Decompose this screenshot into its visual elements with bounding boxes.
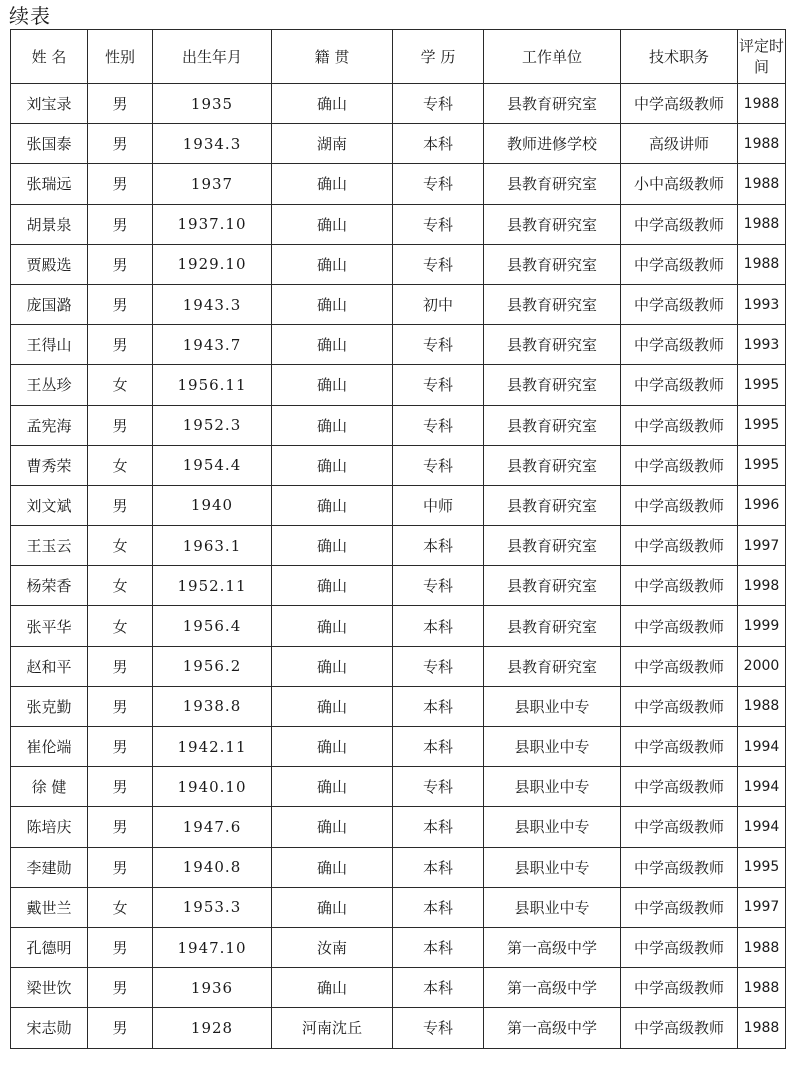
birth-cell: 1942.11 xyxy=(153,727,272,767)
education-cell: 专科 xyxy=(393,445,484,485)
gender-cell: 男 xyxy=(88,767,153,807)
native-place-cell: 确山 xyxy=(272,244,393,284)
work-unit-cell: 县职业中专 xyxy=(484,727,621,767)
year-cell: 1988 xyxy=(738,927,786,967)
table-row xyxy=(11,727,786,767)
table-row xyxy=(11,646,786,686)
records-table xyxy=(10,29,786,1049)
native-place-cell: 确山 xyxy=(272,968,393,1008)
work-unit-cell: 县教育研究室 xyxy=(484,566,621,606)
work-unit-cell: 县职业中专 xyxy=(484,887,621,927)
education-cell: 本科 xyxy=(393,727,484,767)
native-place-cell: 确山 xyxy=(272,566,393,606)
title-cell: 中学高级教师 xyxy=(621,767,738,807)
birth-cell: 1937.10 xyxy=(153,204,272,244)
name-cell: 宋志勋 xyxy=(11,1008,88,1048)
education-cell: 本科 xyxy=(393,887,484,927)
work-unit-cell: 县教育研究室 xyxy=(484,405,621,445)
year-cell: 1997 xyxy=(738,887,786,927)
work-unit-cell: 县教育研究室 xyxy=(484,445,621,485)
table-row xyxy=(11,606,786,646)
education-cell: 本科 xyxy=(393,807,484,847)
work-unit-cell: 县教育研究室 xyxy=(484,164,621,204)
work-unit-cell: 县教育研究室 xyxy=(484,325,621,365)
year-cell: 1993 xyxy=(738,325,786,365)
table-row xyxy=(11,284,786,324)
name-cell: 张克勤 xyxy=(11,686,88,726)
table-row xyxy=(11,405,786,445)
birth-cell: 1963.1 xyxy=(153,526,272,566)
education-cell: 本科 xyxy=(393,927,484,967)
gender-cell: 女 xyxy=(88,606,153,646)
year-cell: 1988 xyxy=(738,84,786,124)
table-body xyxy=(11,84,786,1049)
birth-cell: 1937 xyxy=(153,164,272,204)
table-row xyxy=(11,927,786,967)
birth-cell: 1947.10 xyxy=(153,927,272,967)
education-cell: 专科 xyxy=(393,646,484,686)
header-title: 技术职务 xyxy=(621,30,738,84)
name-cell: 崔伦端 xyxy=(11,727,88,767)
title-cell: 中学高级教师 xyxy=(621,405,738,445)
table-row xyxy=(11,1008,786,1048)
native-place-cell: 确山 xyxy=(272,526,393,566)
title-cell: 中学高级教师 xyxy=(621,485,738,525)
gender-cell: 男 xyxy=(88,927,153,967)
native-place-cell: 确山 xyxy=(272,284,393,324)
year-cell: 2000 xyxy=(738,646,786,686)
table-row xyxy=(11,485,786,525)
work-unit-cell: 第一高级中学 xyxy=(484,1008,621,1048)
year-cell: 1999 xyxy=(738,606,786,646)
education-cell: 本科 xyxy=(393,686,484,726)
birth-cell: 1956.2 xyxy=(153,646,272,686)
title-cell: 中学高级教师 xyxy=(621,566,738,606)
work-unit-cell: 县教育研究室 xyxy=(484,365,621,405)
table-row xyxy=(11,445,786,485)
work-unit-cell: 县职业中专 xyxy=(484,807,621,847)
title-cell: 中学高级教师 xyxy=(621,1008,738,1048)
name-cell: 刘宝录 xyxy=(11,84,88,124)
work-unit-cell: 县教育研究室 xyxy=(484,485,621,525)
table-row xyxy=(11,164,786,204)
gender-cell: 男 xyxy=(88,727,153,767)
year-cell: 1995 xyxy=(738,365,786,405)
gender-cell: 女 xyxy=(88,526,153,566)
education-cell: 中师 xyxy=(393,485,484,525)
education-cell: 本科 xyxy=(393,124,484,164)
header-work-unit: 工作单位 xyxy=(484,30,621,84)
birth-cell: 1953.3 xyxy=(153,887,272,927)
table-row xyxy=(11,887,786,927)
title-cell: 中学高级教师 xyxy=(621,204,738,244)
name-cell: 张平华 xyxy=(11,606,88,646)
year-cell: 1988 xyxy=(738,244,786,284)
education-cell: 专科 xyxy=(393,325,484,365)
birth-cell: 1940 xyxy=(153,485,272,525)
title-cell: 中学高级教师 xyxy=(621,968,738,1008)
work-unit-cell: 县职业中专 xyxy=(484,847,621,887)
title-cell: 中学高级教师 xyxy=(621,84,738,124)
native-place-cell: 确山 xyxy=(272,445,393,485)
year-cell: 1994 xyxy=(738,767,786,807)
gender-cell: 男 xyxy=(88,84,153,124)
name-cell: 王丛珍 xyxy=(11,365,88,405)
gender-cell: 女 xyxy=(88,887,153,927)
title-cell: 中学高级教师 xyxy=(621,284,738,324)
education-cell: 专科 xyxy=(393,164,484,204)
year-cell: 1993 xyxy=(738,284,786,324)
native-place-cell: 确山 xyxy=(272,606,393,646)
title-cell: 中学高级教师 xyxy=(621,927,738,967)
title-cell: 中学高级教师 xyxy=(621,847,738,887)
year-cell: 1988 xyxy=(738,164,786,204)
birth-cell: 1936 xyxy=(153,968,272,1008)
birth-cell: 1943.3 xyxy=(153,284,272,324)
year-cell: 1995 xyxy=(738,405,786,445)
year-cell: 1988 xyxy=(738,204,786,244)
birth-cell: 1928 xyxy=(153,1008,272,1048)
education-cell: 专科 xyxy=(393,244,484,284)
work-unit-cell: 县教育研究室 xyxy=(484,606,621,646)
birth-cell: 1929.10 xyxy=(153,244,272,284)
gender-cell: 男 xyxy=(88,968,153,1008)
birth-cell: 1940.10 xyxy=(153,767,272,807)
table-row xyxy=(11,244,786,284)
year-cell: 1988 xyxy=(738,124,786,164)
title-cell: 中学高级教师 xyxy=(621,807,738,847)
native-place-cell: 确山 xyxy=(272,485,393,525)
education-cell: 专科 xyxy=(393,204,484,244)
birth-cell: 1952.11 xyxy=(153,566,272,606)
name-cell: 李建勋 xyxy=(11,847,88,887)
work-unit-cell: 教师进修学校 xyxy=(484,124,621,164)
birth-cell: 1954.4 xyxy=(153,445,272,485)
year-cell: 1997 xyxy=(738,526,786,566)
year-cell: 1988 xyxy=(738,968,786,1008)
native-place-cell: 确山 xyxy=(272,325,393,365)
table-row xyxy=(11,847,786,887)
name-cell: 杨荣香 xyxy=(11,566,88,606)
native-place-cell: 确山 xyxy=(272,204,393,244)
header-row xyxy=(11,30,786,84)
title-cell: 中学高级教师 xyxy=(621,365,738,405)
gender-cell: 女 xyxy=(88,365,153,405)
table-row xyxy=(11,84,786,124)
year-cell: 1988 xyxy=(738,686,786,726)
name-cell: 孔德明 xyxy=(11,927,88,967)
table-row xyxy=(11,526,786,566)
year-cell: 1988 xyxy=(738,1008,786,1048)
title-cell: 中学高级教师 xyxy=(621,887,738,927)
native-place-cell: 汝南 xyxy=(272,927,393,967)
native-place-cell: 确山 xyxy=(272,164,393,204)
year-cell: 1995 xyxy=(738,445,786,485)
work-unit-cell: 第一高级中学 xyxy=(484,927,621,967)
birth-cell: 1943.7 xyxy=(153,325,272,365)
name-cell: 庞国潞 xyxy=(11,284,88,324)
gender-cell: 女 xyxy=(88,566,153,606)
birth-cell: 1956.4 xyxy=(153,606,272,646)
year-cell: 1998 xyxy=(738,566,786,606)
gender-cell: 男 xyxy=(88,204,153,244)
header-gender: 性别 xyxy=(88,30,153,84)
name-cell: 张国泰 xyxy=(11,124,88,164)
native-place-cell: 确山 xyxy=(272,727,393,767)
table-row xyxy=(11,204,786,244)
gender-cell: 男 xyxy=(88,244,153,284)
name-cell: 刘文斌 xyxy=(11,485,88,525)
title-cell: 中学高级教师 xyxy=(621,325,738,365)
work-unit-cell: 县教育研究室 xyxy=(484,244,621,284)
table-header xyxy=(11,30,786,84)
work-unit-cell: 县教育研究室 xyxy=(484,526,621,566)
native-place-cell: 确山 xyxy=(272,84,393,124)
work-unit-cell: 县教育研究室 xyxy=(484,646,621,686)
header-evaluation-year: 评定时间 xyxy=(738,30,786,84)
education-cell: 本科 xyxy=(393,526,484,566)
gender-cell: 男 xyxy=(88,164,153,204)
title-cell: 中学高级教师 xyxy=(621,727,738,767)
header-birth: 出生年月 xyxy=(153,30,272,84)
name-cell: 张瑞远 xyxy=(11,164,88,204)
education-cell: 本科 xyxy=(393,606,484,646)
native-place-cell: 确山 xyxy=(272,365,393,405)
table-row xyxy=(11,686,786,726)
gender-cell: 男 xyxy=(88,1008,153,1048)
birth-cell: 1938.8 xyxy=(153,686,272,726)
gender-cell: 男 xyxy=(88,284,153,324)
gender-cell: 男 xyxy=(88,646,153,686)
name-cell: 孟宪海 xyxy=(11,405,88,445)
education-cell: 专科 xyxy=(393,767,484,807)
birth-cell: 1952.3 xyxy=(153,405,272,445)
table-caption: 续表 xyxy=(9,4,51,28)
name-cell: 胡景泉 xyxy=(11,204,88,244)
education-cell: 专科 xyxy=(393,1008,484,1048)
work-unit-cell: 第一高级中学 xyxy=(484,968,621,1008)
education-cell: 本科 xyxy=(393,847,484,887)
header-education: 学 历 xyxy=(393,30,484,84)
education-cell: 本科 xyxy=(393,968,484,1008)
title-cell: 中学高级教师 xyxy=(621,606,738,646)
table-row xyxy=(11,124,786,164)
table-row xyxy=(11,968,786,1008)
header-native-place: 籍 贯 xyxy=(272,30,393,84)
gender-cell: 男 xyxy=(88,405,153,445)
gender-cell: 男 xyxy=(88,847,153,887)
title-cell: 中学高级教师 xyxy=(621,445,738,485)
name-cell: 徐 健 xyxy=(11,767,88,807)
year-cell: 1994 xyxy=(738,807,786,847)
education-cell: 专科 xyxy=(393,405,484,445)
native-place-cell: 确山 xyxy=(272,807,393,847)
work-unit-cell: 县职业中专 xyxy=(484,686,621,726)
native-place-cell: 湖南 xyxy=(272,124,393,164)
table-row xyxy=(11,325,786,365)
name-cell: 贾殿选 xyxy=(11,244,88,284)
name-cell: 梁世饮 xyxy=(11,968,88,1008)
name-cell: 曹秀荣 xyxy=(11,445,88,485)
gender-cell: 男 xyxy=(88,124,153,164)
name-cell: 王得山 xyxy=(11,325,88,365)
header-name: 姓 名 xyxy=(11,30,88,84)
education-cell: 专科 xyxy=(393,566,484,606)
birth-cell: 1940.8 xyxy=(153,847,272,887)
table-row xyxy=(11,767,786,807)
birth-cell: 1935 xyxy=(153,84,272,124)
table-row xyxy=(11,807,786,847)
title-cell: 小中高级教师 xyxy=(621,164,738,204)
year-cell: 1994 xyxy=(738,727,786,767)
native-place-cell: 确山 xyxy=(272,646,393,686)
table-row xyxy=(11,365,786,405)
native-place-cell: 河南沈丘 xyxy=(272,1008,393,1048)
education-cell: 专科 xyxy=(393,365,484,405)
education-cell: 专科 xyxy=(393,84,484,124)
name-cell: 陈培庆 xyxy=(11,807,88,847)
title-cell: 中学高级教师 xyxy=(621,646,738,686)
birth-cell: 1934.3 xyxy=(153,124,272,164)
work-unit-cell: 县教育研究室 xyxy=(484,284,621,324)
gender-cell: 男 xyxy=(88,485,153,525)
title-cell: 中学高级教师 xyxy=(621,526,738,566)
year-cell: 1996 xyxy=(738,485,786,525)
title-cell: 中学高级教师 xyxy=(621,244,738,284)
gender-cell: 女 xyxy=(88,445,153,485)
native-place-cell: 确山 xyxy=(272,847,393,887)
name-cell: 赵和平 xyxy=(11,646,88,686)
work-unit-cell: 县职业中专 xyxy=(484,767,621,807)
table-row xyxy=(11,566,786,606)
title-cell: 高级讲师 xyxy=(621,124,738,164)
native-place-cell: 确山 xyxy=(272,767,393,807)
year-cell: 1995 xyxy=(738,847,786,887)
native-place-cell: 确山 xyxy=(272,887,393,927)
work-unit-cell: 县教育研究室 xyxy=(484,204,621,244)
name-cell: 戴世兰 xyxy=(11,887,88,927)
work-unit-cell: 县教育研究室 xyxy=(484,84,621,124)
gender-cell: 男 xyxy=(88,325,153,365)
birth-cell: 1956.11 xyxy=(153,365,272,405)
birth-cell: 1947.6 xyxy=(153,807,272,847)
title-cell: 中学高级教师 xyxy=(621,686,738,726)
name-cell: 王玉云 xyxy=(11,526,88,566)
education-cell: 初中 xyxy=(393,284,484,324)
native-place-cell: 确山 xyxy=(272,405,393,445)
gender-cell: 男 xyxy=(88,807,153,847)
native-place-cell: 确山 xyxy=(272,686,393,726)
gender-cell: 男 xyxy=(88,686,153,726)
